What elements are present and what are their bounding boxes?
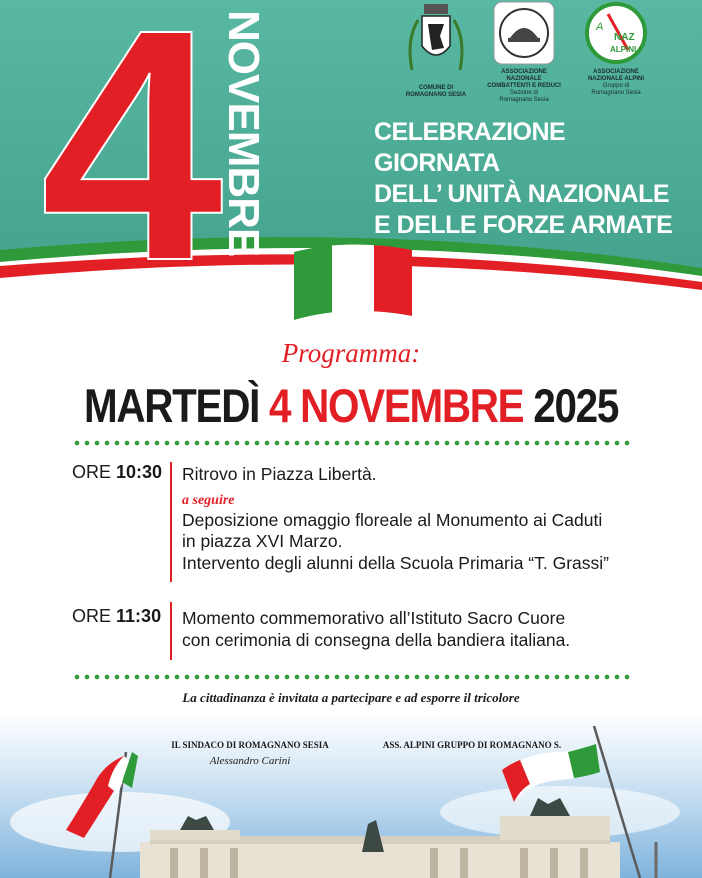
- svg-text:A: A: [596, 21, 604, 33]
- entry-1-note: a seguire: [182, 492, 235, 508]
- logo-ana-line1: ASSOCIAZIONE: [593, 69, 639, 75]
- invitation-text: La cittadinanza è invitata a partecipare e ad esporre il tricolore: [182, 690, 520, 705]
- event-title-line-3: E DELLE FORZE ARMATE: [374, 211, 673, 239]
- logo-ana-line3: Gruppo di: [602, 83, 630, 89]
- logo-comune-line1: COMUNE DI: [418, 85, 454, 91]
- logo-ancr-line2: NAZIONALE: [506, 76, 542, 82]
- event-date: [49, 378, 653, 433]
- entry-1-line-4: Intervento degli alunni della Scuola Primaria “T. Grassi”: [182, 552, 609, 573]
- program-heading: Programma:: [281, 338, 421, 368]
- entry-1-line-2: Deposizione omaggio floreale al Monumento ai Caduti: [182, 509, 603, 530]
- signature-sindaco: [160, 740, 340, 767]
- ana-alpini-emblem-icon: [584, 0, 648, 66]
- svg-text:NAZ: NAZ: [614, 32, 635, 43]
- logo-ana-line4: Romagnano Sesia: [591, 90, 641, 96]
- coat-of-arms-icon: [404, 0, 468, 82]
- svg-text:ALPINI: ALPINI: [610, 45, 637, 54]
- event-date-year: 2025: [533, 379, 619, 432]
- entry-2-divider: [170, 602, 172, 660]
- signature-alpini: [372, 740, 572, 750]
- entry-2-line-2: con cerimonia di consegna della bandiera italiana.: [182, 629, 571, 650]
- entry-1-time-value: 10:30: [116, 462, 163, 482]
- dotted-divider-bottom: [72, 674, 632, 680]
- entry-2-ore-label: ORE: [72, 606, 112, 626]
- logos-row: [396, 0, 696, 110]
- ancr-emblem-icon: [492, 0, 556, 66]
- sindaco-title: IL SINDACO DI ROMAGNANO SESIA: [171, 740, 329, 750]
- entry-1-time: [72, 462, 167, 483]
- vertical-date: [208, 10, 268, 362]
- logo-ancr: [484, 0, 564, 104]
- vertical-year: 2025: [219, 267, 268, 362]
- event-title-line-1: CELEBRAZIONE GIORNATA: [374, 118, 566, 177]
- alpini-title: ASS. ALPINI GRUPPO DI ROMAGNANO S.: [382, 740, 562, 750]
- entry-2-line-1: Momento commemorativo all’Istituto Sacro Cuore: [182, 608, 566, 628]
- big-day-number: 4: [40, 0, 214, 329]
- logo-ana-line2: NAZIONALE ALPINI: [587, 76, 645, 82]
- logo-ancr-line4: Sezione di: [509, 90, 539, 96]
- event-date-day: MARTEDÌ: [83, 379, 260, 432]
- entry-1-line-3: in piazza XVI Marzo.: [182, 531, 343, 551]
- entry-2-time: [72, 606, 167, 627]
- logo-ancr-line5: Romagnano Sesia: [499, 97, 549, 103]
- event-date-main: 4 NOVEMBRE: [268, 379, 524, 432]
- entry-1-ore-label: ORE: [72, 462, 112, 482]
- logo-ancr-line3: COMBATTENTI E REDUCI: [487, 83, 561, 89]
- entry-2-time-value: 11:30: [116, 606, 162, 626]
- entry-1-line-1: Ritrovo in Piazza Libertà.: [182, 464, 377, 484]
- monument-scene-image: [0, 712, 702, 878]
- entry-1-divider: [170, 462, 172, 582]
- logo-comune: [396, 0, 476, 99]
- logo-comune-line2: ROMAGNANO SESIA: [405, 92, 467, 98]
- sindaco-name: Alessandro Carini: [209, 755, 291, 767]
- event-title-line-2: DELL’ UNITÀ NAZIONALE: [374, 180, 670, 208]
- dotted-divider-top: [72, 440, 632, 446]
- vertical-month: NOVEMBRE: [219, 10, 268, 257]
- italian-flag-icon: [288, 232, 418, 327]
- event-title: [374, 117, 694, 241]
- logo-ana: [576, 0, 656, 97]
- entry-1-description: [182, 464, 642, 574]
- entry-2-description: [182, 608, 642, 651]
- logo-ancr-line1: ASSOCIAZIONE: [501, 69, 547, 75]
